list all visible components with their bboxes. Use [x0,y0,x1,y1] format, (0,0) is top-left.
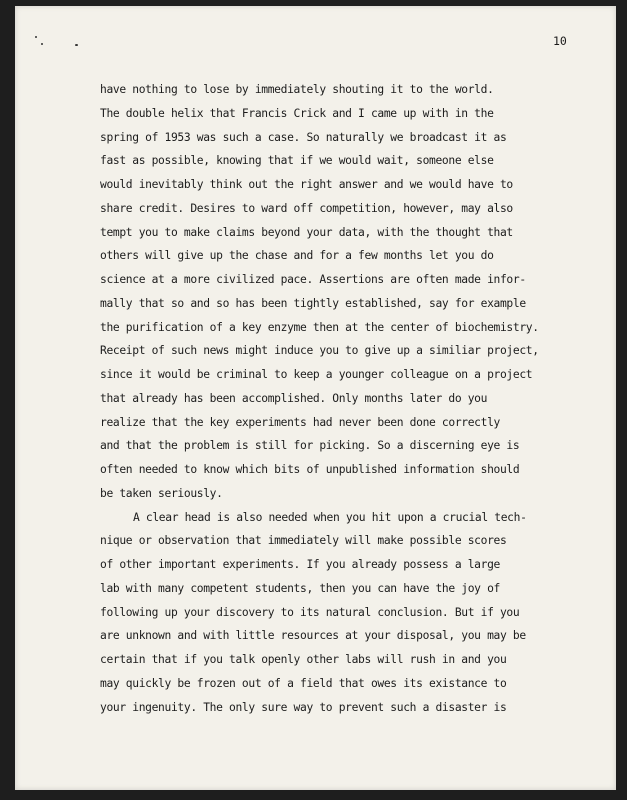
text-line: nique or observation that immediately will make possible scores [100,534,507,548]
text-line: Receipt of such news might induce you to give up a similiar project, [100,344,539,358]
text-line: the purification of a key enzyme then at the center of biochemistry. [100,320,539,334]
ink-speck [75,44,78,46]
text-line: may quickly be frozen out of a field that owes its existance to [100,676,507,690]
text-line: mally that so and so has been tightly established, say for example [100,296,526,310]
body-text [100,78,620,719]
text-line: The double helix that Francis Crick and I came up with in the [100,106,494,120]
text-line: realize that the key experiments had never been done correctly [100,415,500,429]
text-line: lab with many competent students, then you can have the joy of [100,581,500,595]
text-line: tempt you to make claims beyond your data, with the thought that [100,225,513,239]
text-line: have nothing to lose by immediately shouting it to the world. [100,83,494,96]
text-line: fast as possible, knowing that if we would wait, someone else [100,154,494,168]
page-number: 10 [553,34,567,48]
text-line: often needed to know which bits of unpublished information should [100,463,520,476]
text-line: science at a more civilized pace. Assertions are often made infor- [100,273,526,286]
text-line: following up your discovery to its natural conclusion. But if you [100,605,520,619]
text-line: and that the problem is still for picking. So a discerning eye is [100,439,520,453]
text-line: of other important experiments. If you already possess a large [100,558,500,571]
text-line: be taken seriously. [100,486,223,500]
text-line: would inevitably think out the right answer and we would have to [100,178,513,191]
ink-speck [41,43,43,45]
text-line: share credit. Desires to ward off competition, however, may also [100,201,513,215]
text-line: others will give up the chase and for a few months let you do [100,249,494,263]
text-line: that already has been accomplished. Only months later do you [100,391,488,405]
text-line: A clear head is also needed when you hit upon a crucial tech- [133,510,527,524]
text-line: your ingenuity. The only sure way to prevent such a disaster is [100,700,507,714]
text-line: are unknown and with little resources at your disposal, you may be [100,629,526,643]
text-line: spring of 1953 was such a case. So naturally we broadcast it as [100,130,507,144]
typewritten-page [15,6,616,790]
text-line: certain that if you talk openly other labs will rush in and you [100,653,507,666]
text-line: since it would be criminal to keep a younger colleague on a project [100,368,533,381]
ink-speck [35,36,37,38]
